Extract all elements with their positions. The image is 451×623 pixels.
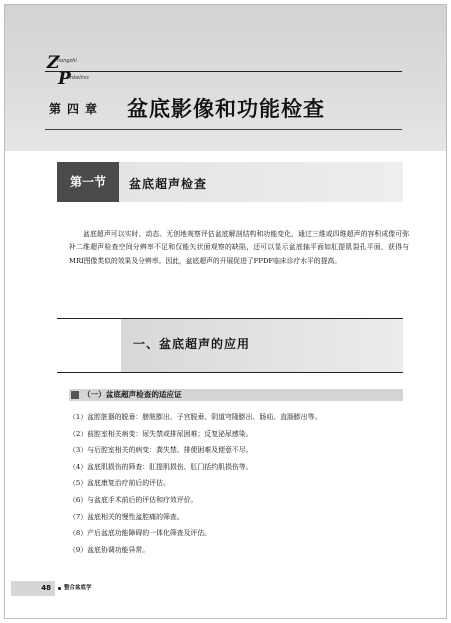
chapter-label: 第四章 xyxy=(49,102,104,116)
logo-p-subtext: enkelinic xyxy=(67,75,90,81)
indication-list xyxy=(69,409,403,558)
section-title: 盆底超声检查 xyxy=(129,177,208,191)
chapter-title: 盆底影像和功能检查 xyxy=(127,97,325,121)
document-page xyxy=(4,4,447,619)
intro-paragraph: 盆底超声可以实时、动态、无创地观察评估盆底解剖结构和功能变化，通过三维或四维超声的容积成像可弥补二维超声检查空间分辨率不足和仅能矢状面观察的缺陷，还可以显示盆底轴平面如肛提肌裂孔平面，获得与MRI图像类似的效果及分辨率。因此，盆底超声的开展促进了FPDF临床诊疗水平的提高。 xyxy=(69,230,409,265)
list-item: （2）前腔室相关病变：尿失禁或排尿困难；反复泌尿感染。 xyxy=(69,429,253,438)
list-item: （7）盆底相关的慢性盆腔痛的筛查。 xyxy=(69,512,184,521)
subsection-title: 一、盆底超声的应用 xyxy=(133,337,251,351)
subsection-bottom-rule xyxy=(57,372,403,373)
list-item: （4）盆底肌损伤的筛查：肛提肌损伤、肛门括约肌损伤等。 xyxy=(69,462,253,471)
section-number-tag: 第一节 xyxy=(57,162,119,202)
logo-letter-z: Z xyxy=(47,53,60,73)
footer-bullet-icon xyxy=(58,587,61,590)
group-title: （一）盆底超声检查的适应证 xyxy=(83,390,182,399)
group-square-icon xyxy=(71,391,79,399)
header-rule xyxy=(45,71,402,72)
list-item: （3）与后腔室相关的病变：粪失禁、排便困难及便意不尽。 xyxy=(69,446,253,455)
list-item: （6）与盆底手术前后的评估和疗效评价。 xyxy=(69,495,198,504)
footer-book-title: 整合盆底学 xyxy=(64,585,92,591)
list-item: （5）盆底康复治疗前后的评估。 xyxy=(69,479,170,488)
list-item: （8）产后盆底功能障碍的一体化筛查及评估。 xyxy=(69,529,212,538)
subsection-top-rule xyxy=(57,318,403,319)
chapter-underline xyxy=(45,129,402,130)
logo-z-subtext: hongzhi xyxy=(57,58,77,64)
list-item: （9）盆底协调功能异常。 xyxy=(69,545,150,554)
logo-letter-p: P xyxy=(58,69,71,89)
list-item: （1）盆腔脏器的脱垂：膀胱膨出、子宫脱垂、阴道穹隆膨出、肠疝、直肠膨出等。 xyxy=(69,413,322,421)
page-number: 48 xyxy=(41,584,51,592)
